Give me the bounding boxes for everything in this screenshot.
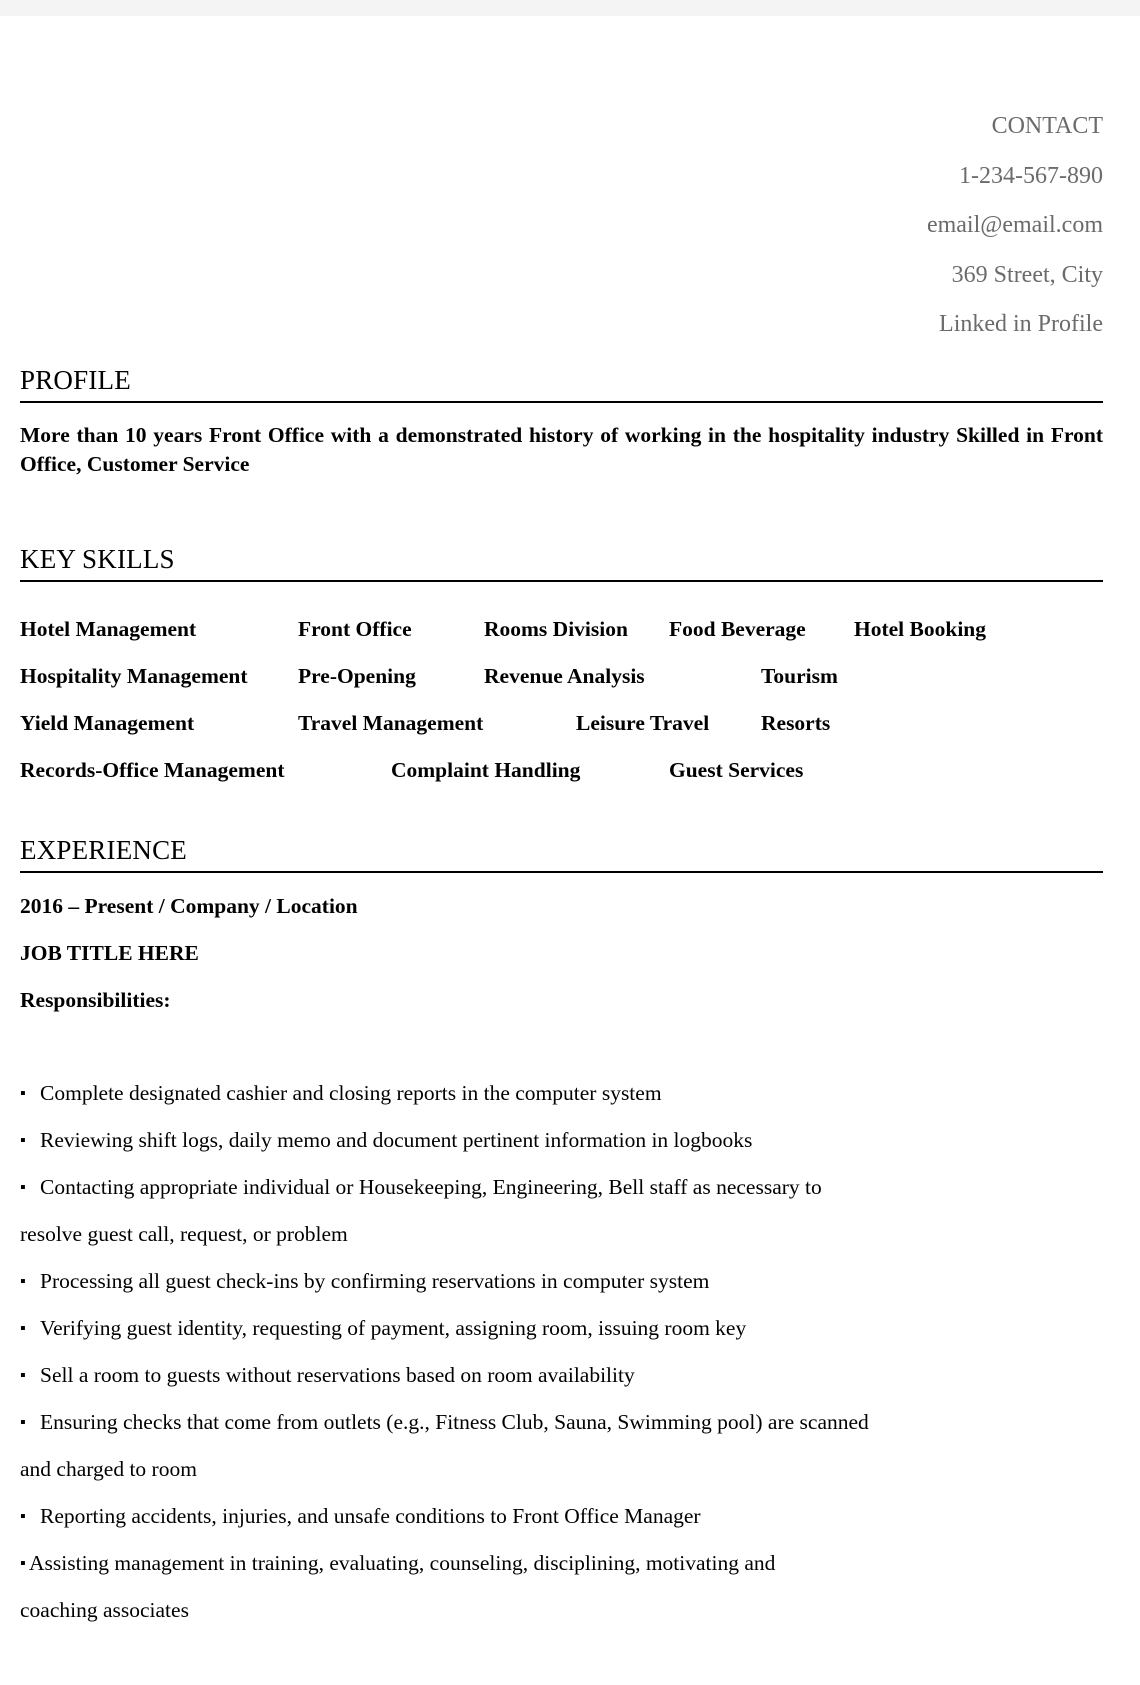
contact-phone: 1-234-567-890 [959,162,1103,189]
responsibility-continuation: resolve guest call, request, or problem [20,1222,348,1246]
responsibility-continuation: coaching associates [20,1598,189,1622]
bullet-icon: ▪ [20,1508,26,1525]
responsibility-item: ▪ Reporting accidents, injuries, and unsafe conditions to Front Office Manager [20,1504,701,1528]
skill-item: Resorts [761,711,831,735]
responsibility-item: ▪ Processing all guest check-ins by confirming reservations in computer system [20,1269,710,1293]
skill-item: Yield Management [20,711,195,735]
responsibility-continuation: and charged to room [20,1457,197,1481]
bullet-icon: ▪ [20,1555,26,1572]
contact-block [927,112,1103,360]
responsibility-item: ▪ Verifying guest identity, requesting of payment, assigning room, issuing room key [20,1316,747,1340]
skill-item: Food Beverage [669,617,806,641]
skill-item: Rooms Division [484,617,628,641]
skill-item: Front Office [298,617,412,641]
responsibility-item: ▪ Sell a room to guests without reservations based on room availability [20,1363,635,1387]
bullet-icon: ▪ [20,1179,26,1196]
key-skills-heading: KEY SKILLS [20,543,1103,582]
responsibility-item: ▪ Reviewing shift logs, daily memo and document pertinent information in logbooks [20,1128,753,1152]
responsibility-item: ▪ Contacting appropriate individual or Housekeeping, Engineering, Bell staff as necessary to [20,1175,822,1199]
profile-summary: More than 10 years Front Office with a demonstrated history of working in the hospitality industry Skilled in Front Office, Customer Service [20,423,1103,476]
skill-item: Complaint Handling [391,758,581,782]
experience-heading: EXPERIENCE [20,834,1103,873]
bullet-icon: ▪ [20,1273,26,1290]
responsibility-item: ▪ Complete designated cashier and closing reports in the computer system [20,1081,662,1105]
bullet-icon: ▪ [20,1132,26,1149]
skill-item: Tourism [761,664,838,688]
bullet-icon: ▪ [20,1367,26,1384]
skill-item: Hospitality Management [20,664,248,688]
bullet-icon: ▪ [20,1414,26,1431]
skill-item: Pre-Opening [298,664,416,688]
skill-item: Hotel Management [20,617,197,641]
responsibility-item: ▪ Assisting management in training, evaluating, counseling, disciplining, motivating and [20,1551,776,1575]
top-band [0,0,1140,16]
contact-email: email@email.com [926,212,1103,238]
contact-address: 369 Street, City [951,261,1103,288]
bullet-icon: ▪ [20,1085,26,1102]
skill-item: Hotel Booking [854,617,987,641]
skill-item: Records-Office Management [20,758,285,782]
skill-item: Travel Management [298,711,484,735]
contact-linkedin: Linked in Profile [939,311,1103,337]
skill-item: Revenue Analysis [484,664,645,688]
bullet-icon: ▪ [20,1320,26,1337]
responsibility-item: ▪ Ensuring checks that come from outlets (e.g., Fitness Club, Sauna, Swimming pool) are scanned [20,1410,869,1434]
contact-heading: CONTACT [991,113,1103,139]
experience-job-title: JOB TITLE HERE [20,941,199,965]
profile-heading: PROFILE [20,364,1103,403]
responsibilities-label: Responsibilities: [20,988,171,1012]
skill-item: Guest Services [669,758,804,782]
skill-item: Leisure Travel [576,711,710,735]
experience-dates-company-location: 2016 – Present / Company / Location [20,894,358,918]
